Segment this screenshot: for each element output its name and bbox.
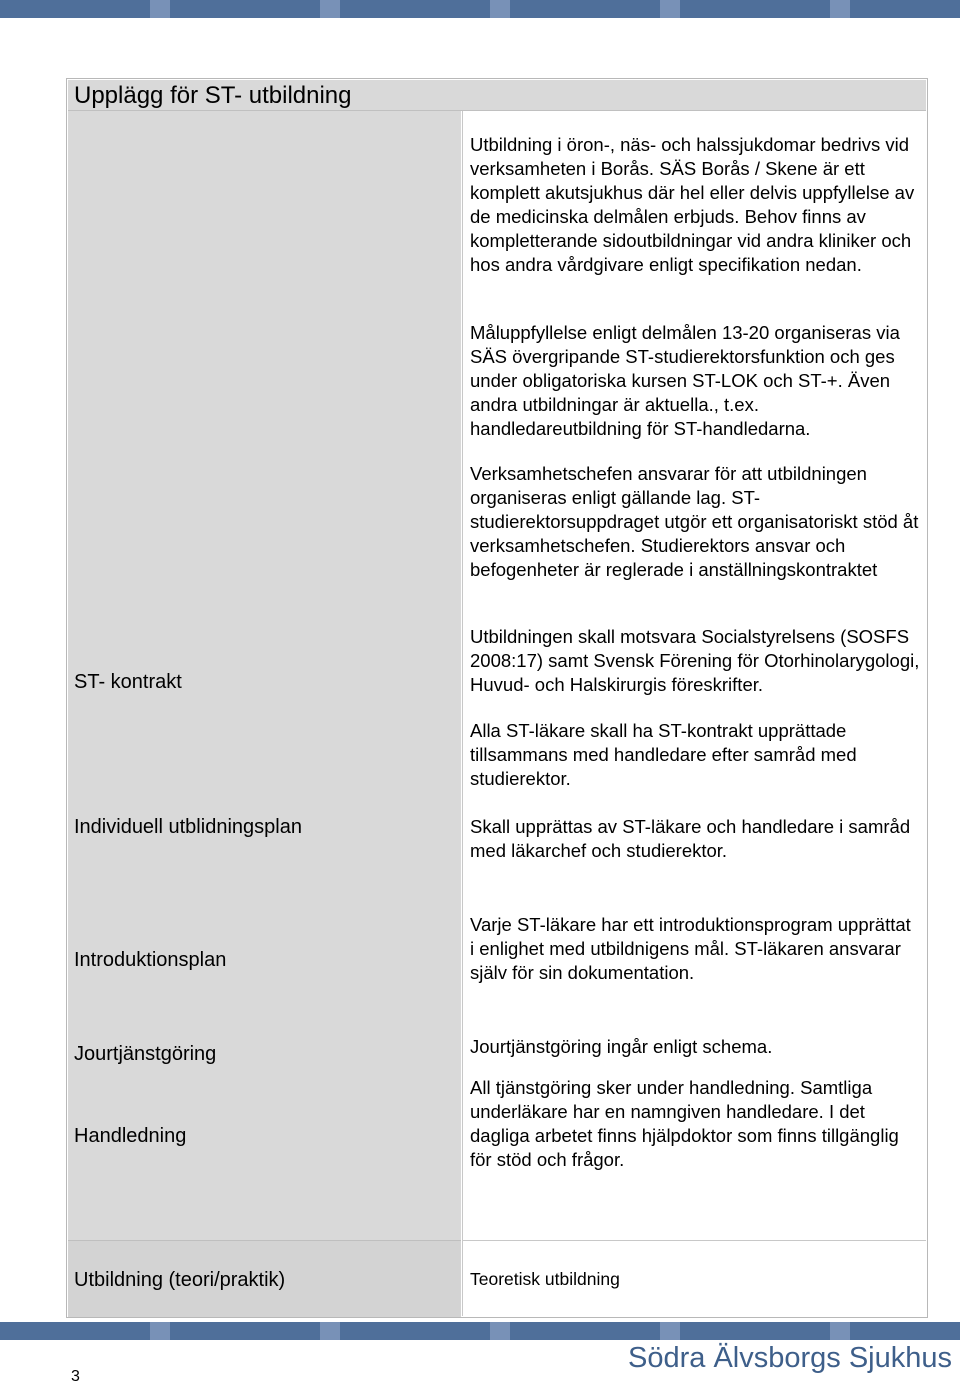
paragraph-individuell: Skall upprättas av ST-läkare och handledare i samråd med läkarchef och studierektor. — [470, 816, 911, 861]
paragraph-st-kontrakt: Alla ST-läkare skall ha ST-kontrakt upprättade tillsammans med handledare efter samråd med studierektor. — [470, 720, 857, 789]
paragraph-maluppfyllelse: Måluppfyllelse enligt delmålen 13-20 organiseras via SÄS övergripande ST-studierektorsfunktion och ges under obligatoriska kursen ST-LOK och ST-+. Även andra utbildningar är aktuella., t.ex. handledareutbildning för ST-handledarna. — [470, 322, 900, 439]
label-jourtjanstgoring: Jourtjänstgöring — [74, 1043, 217, 1065]
label-st-kontrakt: ST- kontrakt — [74, 671, 182, 693]
top-decorative-stripe — [0, 0, 960, 18]
hospital-brand: Södra Älvsborgs Sjukhus — [628, 1342, 952, 1374]
paragraph-intro: Utbildning i öron-, näs- och halssjukdomar bedrivs vid verksamheten i Borås. SÄS Borås / Skene är ett komplett akutsjukhus där hel eller delvis uppfyllelse av de medicinska delmålen erbjuds. Behov finns av kompletterande sidoutbildningar vid andra kliniker och hos andra vårdgivare enligt specifikation nedan. — [470, 134, 915, 275]
label-individuell-plan: Individuell utblidningsplan — [74, 816, 302, 838]
paragraph-introduktion: Varje ST-läkare har ett introduktionsprogram upprättat i enlighet med utbildnigens mål. ST-läkaren ansvarar själv för sin dokumentation. — [470, 914, 911, 983]
page-number: 3 — [71, 1368, 80, 1385]
column-divider — [462, 111, 463, 1316]
label-utbildning: Utbildning (teori/praktik) — [74, 1269, 286, 1291]
label-handledning: Handledning — [74, 1125, 187, 1147]
page-title: Upplägg för ST- utbildning — [74, 82, 352, 109]
row-divider — [462, 1240, 926, 1241]
paragraph-handledning: All tjänstgöring sker under handledning. Samtliga underläkare har en namngiven handledare. I det dagliga arbetet finns hjälpdoktor som finns tillgänglig för stöd och frågor. — [470, 1077, 899, 1170]
paragraph-verksamhetschefen: Verksamhetschefen ansvarar för att utbildningen organiseras enligt gällande lag. ST-studierektorsuppdraget utgör ett organisatoriskt stöd åt verksamhetschefen. Studierektors ansvar och befogenheter är reglerade i anställningskontraktet — [470, 463, 919, 580]
paragraph-teoretisk: Teoretisk utbildning — [470, 1269, 620, 1289]
paragraph-socialstyrelsen: Utbildningen skall motsvara Socialstyrelsens (SOSFS 2008:17) samt Svensk Förening för Otorhinolarygologi, Huvud- och Halskirurgis föreskrifter. — [470, 626, 920, 695]
bottom-decorative-stripe — [0, 1322, 960, 1340]
paragraph-jour: Jourtjänstgöring ingår enligt schema. — [470, 1036, 773, 1057]
label-introduktionsplan: Introduktionsplan — [74, 949, 227, 971]
